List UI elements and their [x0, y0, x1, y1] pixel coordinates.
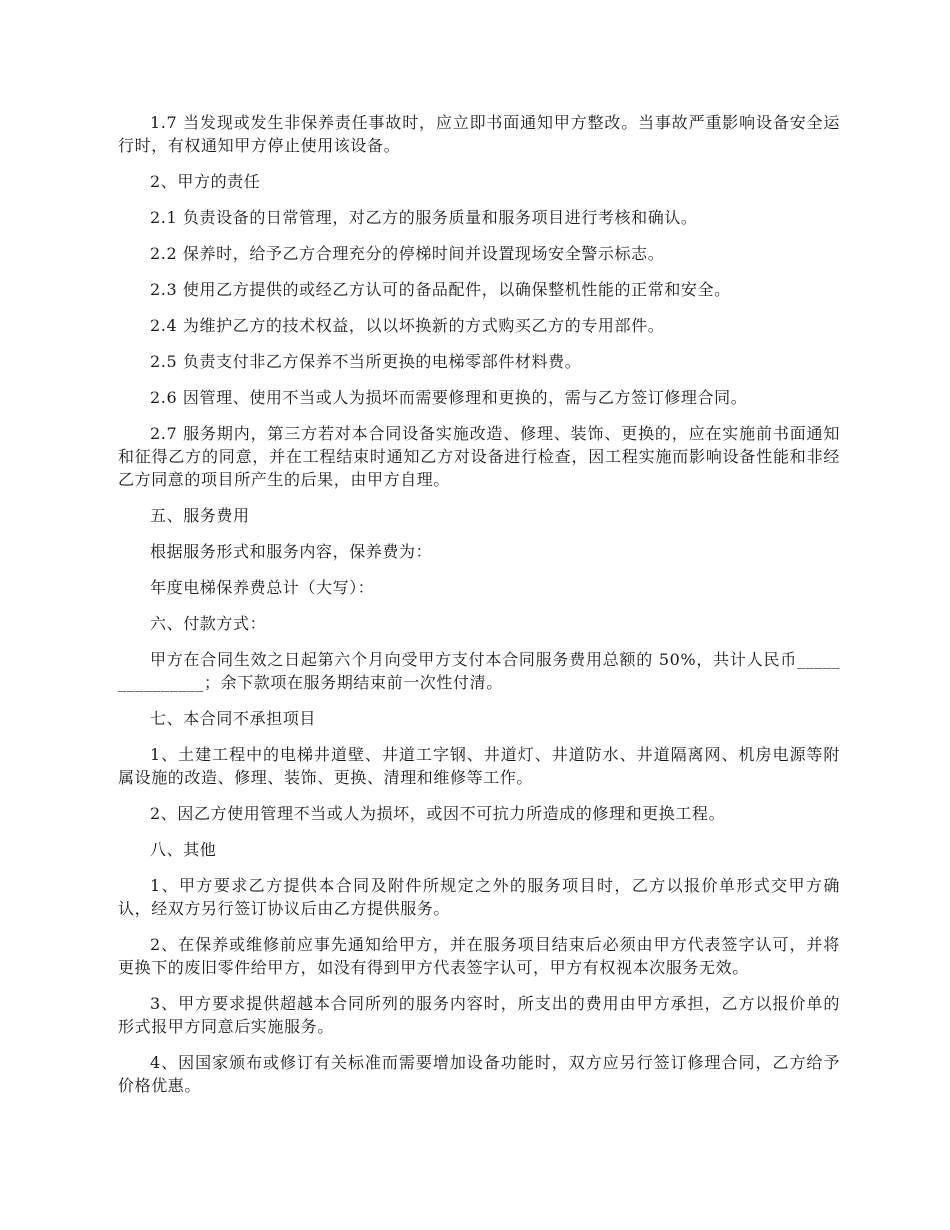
heading-other: 八、其他 — [150, 840, 217, 859]
heading-service-fee: 五、服务费用 — [150, 506, 250, 525]
paragraph-2-1: 2.1 负责设备的日常管理，对乙方的服务质量和服务项目进行考核和确认。 — [150, 208, 698, 227]
paragraph-other-4: 4、因国家颁布或修订有关标准而需要增加设备功能时，双方应另行签订修理合同，乙方给予价格优惠。 — [118, 1053, 840, 1095]
paragraph-other-3: 3、甲方要求提供超越本合同所列的服务内容时，所支出的费用由甲方承担，乙方以报价单的形式报甲方同意后实施服务。 — [118, 994, 840, 1036]
heading-excluded-items: 七、本合同不承担项目 — [150, 709, 317, 728]
paragraph-2-7: 2.7 服务期内，第三方若对本合同设备实施改造、修理、装饰、更换的，应在实施前书面通知和征得乙方的同意，并在工程结束时通知乙方对设备进行检查，因工程实施而影响设备性能和非经乙方同意的项目所产生的后果，由甲方自理。 — [118, 424, 840, 489]
paragraph-2-3: 2.3 使用乙方提供的或经乙方认可的备品配件，以确保整机性能的正常和安全。 — [150, 280, 731, 299]
paragraph-excluded-2: 2、因乙方使用管理不当或人为损坏，或因不可抗力所造成的修理和更换工程。 — [150, 804, 726, 823]
document-body — [118, 111, 840, 1110]
paragraph-2-4: 2.4 为维护乙方的技术权益，以以坏换新的方式购买乙方的专用部件。 — [150, 316, 665, 335]
paragraph-2-2: 2.2 保养时，给予乙方合理充分的停梯时间并设置现场安全警示标志。 — [150, 244, 665, 263]
paragraph-other-1: 1、甲方要求乙方提供本合同及附件所规定之外的服务项目时，乙方以报价单形式交甲方确认，经双方另行签订协议后由乙方提供服务。 — [118, 876, 840, 918]
heading-payment-method: 六、付款方式： — [150, 614, 267, 633]
heading-party-a-responsibilities: 2、甲方的责任 — [150, 172, 261, 191]
paragraph-payment-terms: 甲方在合同生效之日起第六个月向受甲方支付本合同服务费用总额的 50%，共计人民币_______________；余下款项在服务期结束前一次性付清。 — [118, 650, 840, 692]
paragraph-fee-basis: 根据服务形式和服务内容，保养费为： — [150, 542, 433, 561]
paragraph-2-6: 2.6 因管理、使用不当或人为损坏而需要修理和更换的，需与乙方签订修理合同。 — [150, 388, 748, 407]
paragraph-1-7: 1.7 当发现或发生非保养责任事故时，应立即书面通知甲方整改。当事故严重影响设备安全运行时，有权通知甲方停止使用该设备。 — [118, 113, 840, 155]
paragraph-other-2: 2、在保养或维修前应事先通知给甲方，并在服务项目结束后必须由甲方代表签字认可，并将更换下的废旧零件给甲方，如没有得到甲方代表签字认可，甲方有权视本次服务无效。 — [118, 935, 840, 977]
paragraph-2-5: 2.5 负责支付非乙方保养不当所更换的电梯零部件材料费。 — [150, 352, 582, 371]
paragraph-excluded-1: 1、土建工程中的电梯井道壁、井道工字钢、井道灯、井道防水、井道隔离网、机房电源等附属设施的改造、修理、装饰、更换、清理和维修等工作。 — [118, 745, 840, 787]
paragraph-annual-fee-total: 年度电梯保养费总计（大写）： — [150, 578, 375, 597]
